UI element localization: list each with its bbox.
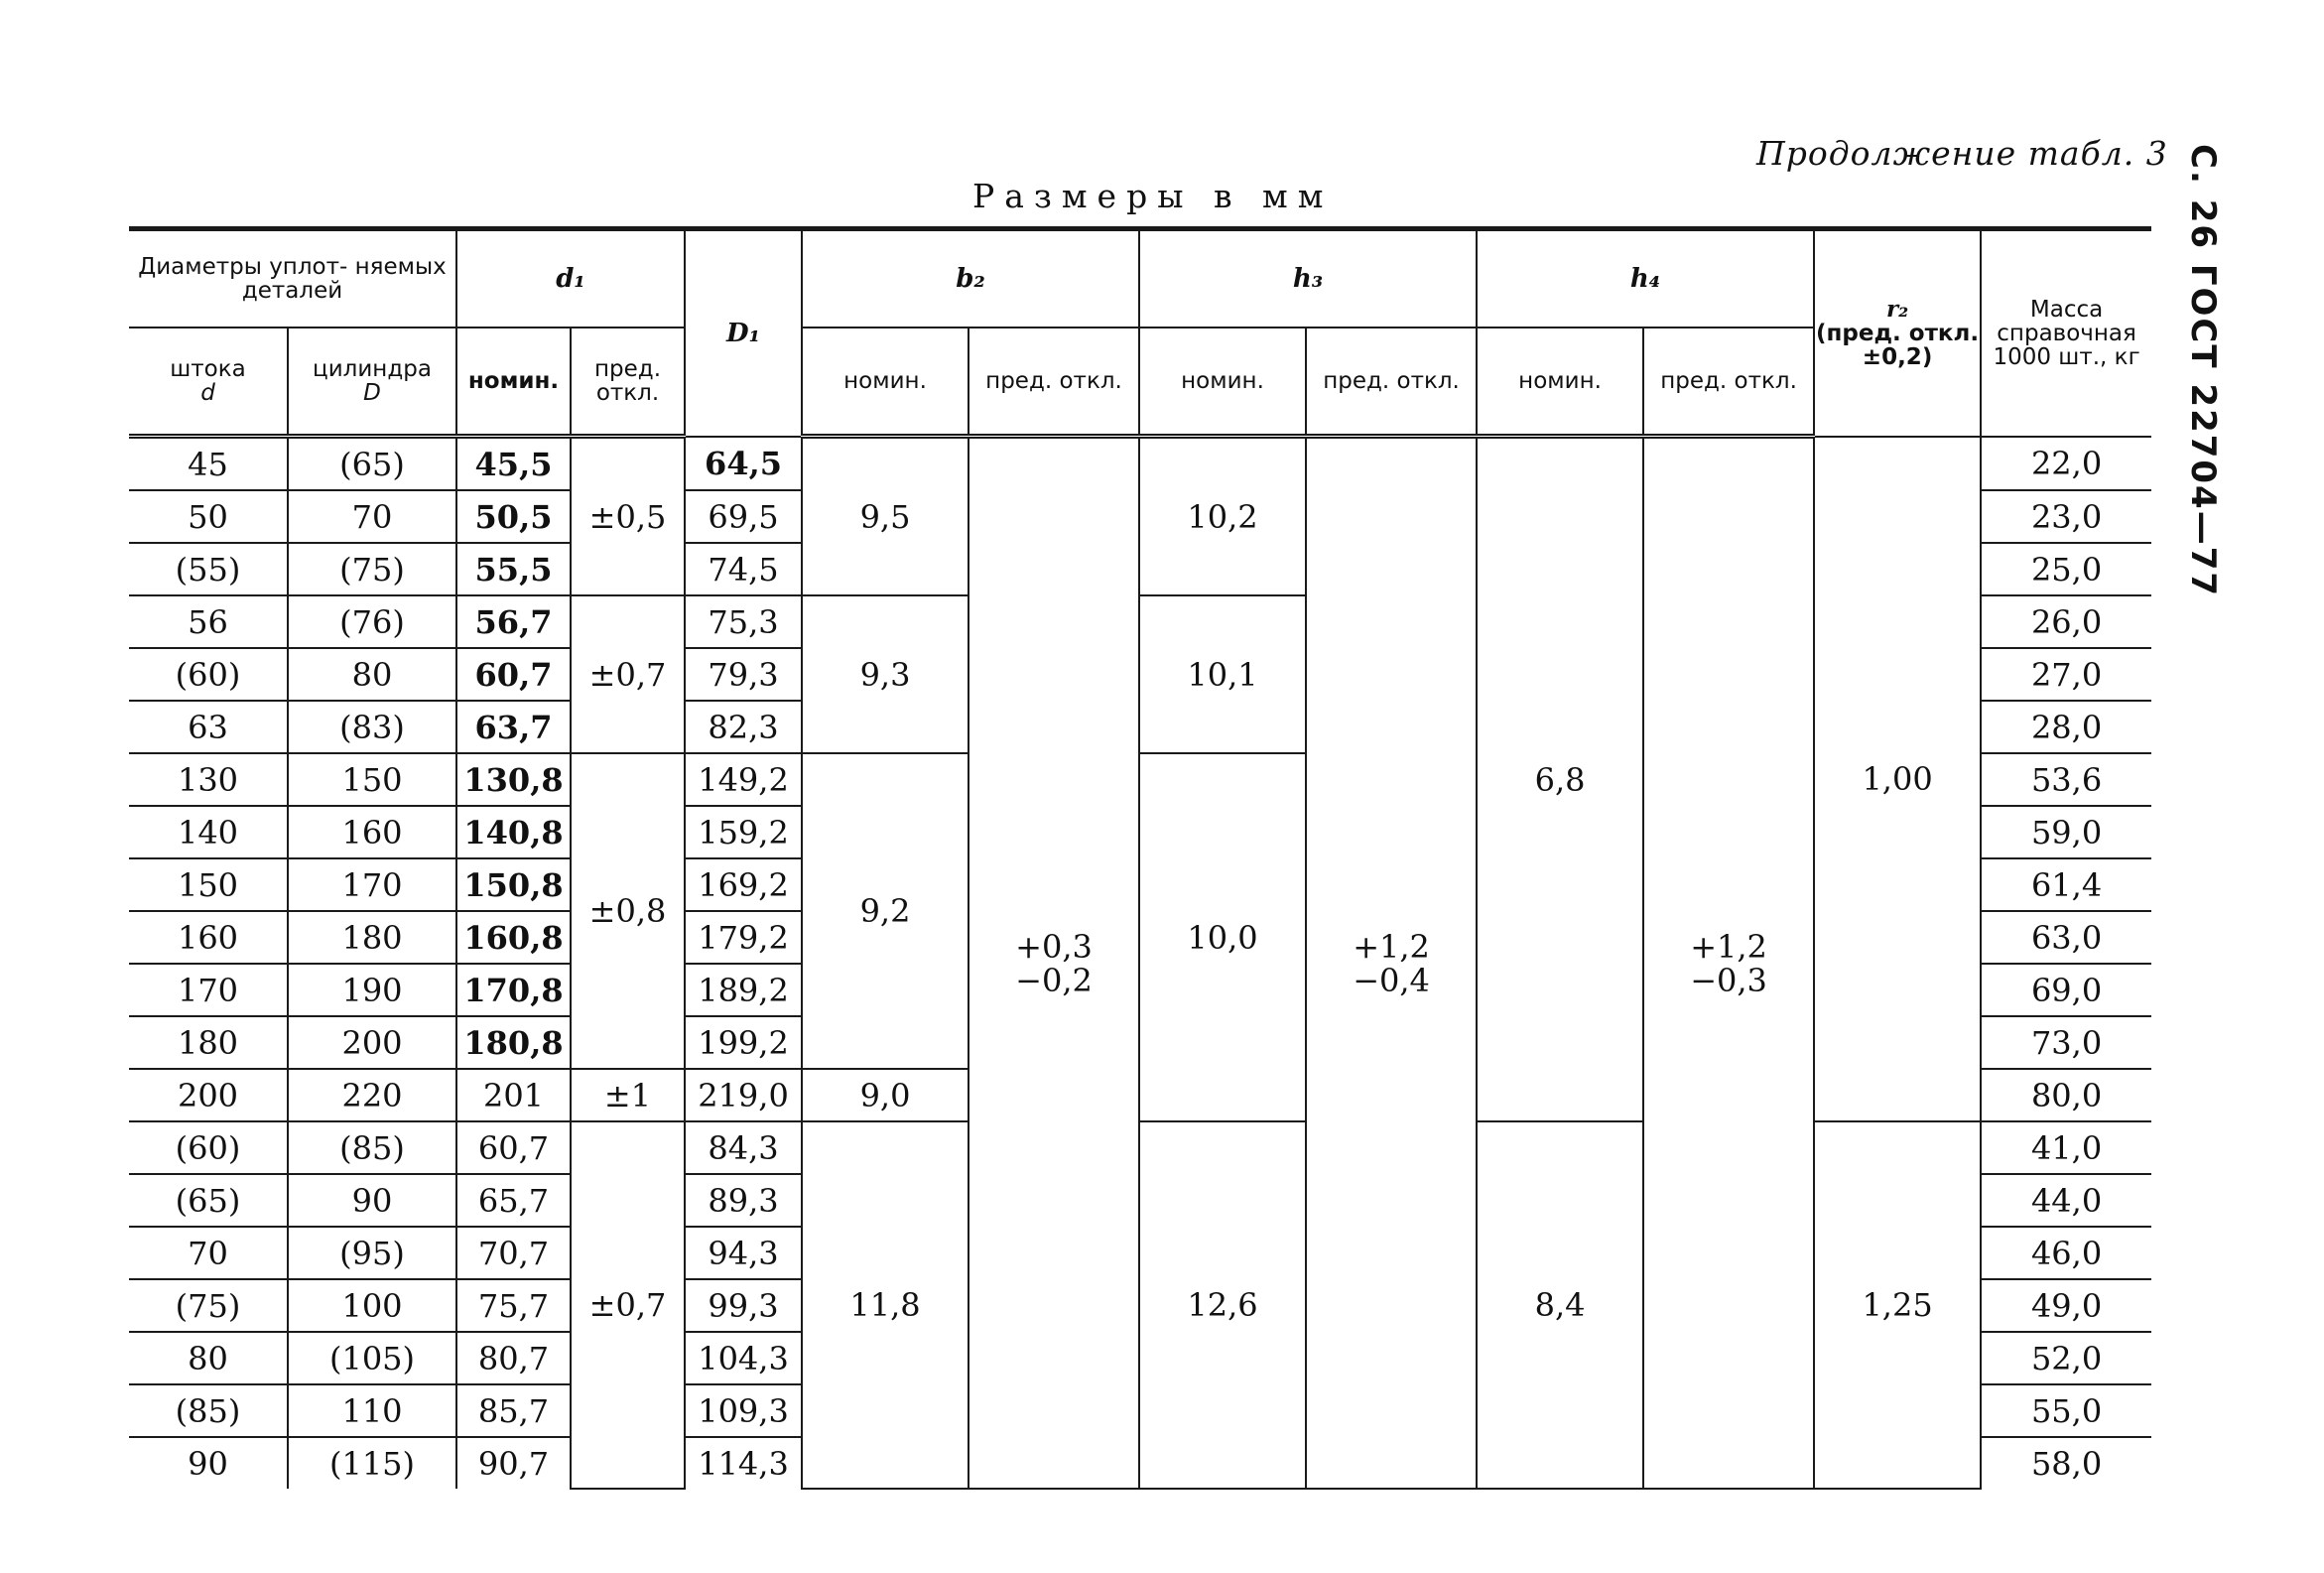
cell-shaft-d: 170 <box>129 964 288 1016</box>
cell-D1: 104,3 <box>685 1332 802 1384</box>
cell-mass: 44,0 <box>1981 1174 2151 1227</box>
cell-cylinder-D: 220 <box>288 1069 456 1121</box>
cell-D1: 99,3 <box>685 1279 802 1332</box>
cell-mass: 80,0 <box>1981 1069 2151 1121</box>
dimensions-table <box>129 226 2151 1490</box>
header-h3: h₃ <box>1139 229 1477 328</box>
header-h3-tol: пред. откл. <box>1306 328 1477 437</box>
header-b2: b₂ <box>802 229 1139 328</box>
cell-shaft-d: 150 <box>129 858 288 911</box>
table-row <box>129 1121 2151 1174</box>
header-cylinder-label: цилиндра <box>313 356 432 382</box>
cell-D1: 89,3 <box>685 1174 802 1227</box>
cell-mass: 55,0 <box>1981 1384 2151 1437</box>
cell-shaft-d: 140 <box>129 806 288 858</box>
cell-shaft-d: 180 <box>129 1016 288 1069</box>
cell-D1: 69,5 <box>685 490 802 543</box>
cell-D1: 114,3 <box>685 1437 802 1489</box>
cell-shaft-d: 200 <box>129 1069 288 1121</box>
cell-mass: 26,0 <box>1981 595 2151 648</box>
cell-b2-nom: 11,8 <box>802 1121 968 1489</box>
cell-D1: 189,2 <box>685 964 802 1016</box>
page-side-header: С. 26 ГОСТ 22704—77 <box>2183 144 2223 598</box>
cell-d1-nom: 150,8 <box>456 858 571 911</box>
cell-D1: 219,0 <box>685 1069 802 1121</box>
cell-shaft-d: 63 <box>129 701 288 753</box>
header-cylinder <box>288 328 456 437</box>
cell-D1: 94,3 <box>685 1227 802 1279</box>
cell-shaft-d: (85) <box>129 1384 288 1437</box>
cell-shaft-d: 160 <box>129 911 288 964</box>
cell-d1-tol: ±1 <box>571 1069 685 1121</box>
cell-h3-nom: 10,2 <box>1139 437 1306 596</box>
cell-cylinder-D: 100 <box>288 1279 456 1332</box>
cell-D1: 169,2 <box>685 858 802 911</box>
cell-h3-tol-lower: −0,4 <box>1353 961 1430 999</box>
cell-h4-tol-lower: −0,3 <box>1690 961 1767 999</box>
cell-shaft-d: (55) <box>129 543 288 595</box>
header-diameters-group: Диаметры уплот- няемых деталей <box>129 229 456 328</box>
cell-cylinder-D: (75) <box>288 543 456 595</box>
cell-D1: 74,5 <box>685 543 802 595</box>
cell-D1: 199,2 <box>685 1016 802 1069</box>
cell-b2-nom: 9,0 <box>802 1069 968 1121</box>
cell-mass: 63,0 <box>1981 911 2151 964</box>
cell-D1: 79,3 <box>685 648 802 701</box>
cell-r2: 1,25 <box>1814 1121 1981 1489</box>
cell-shaft-d: 50 <box>129 490 288 543</box>
cell-h3-tol <box>1306 437 1477 1490</box>
cell-cylinder-D: (65) <box>288 437 456 491</box>
cell-D1: 149,2 <box>685 753 802 806</box>
cell-d1-tol: ±0,5 <box>571 437 685 596</box>
cell-d1-nom: 140,8 <box>456 806 571 858</box>
cell-cylinder-D: (95) <box>288 1227 456 1279</box>
cell-cylinder-D: 160 <box>288 806 456 858</box>
cell-mass: 52,0 <box>1981 1332 2151 1384</box>
header-mass: Масса справочная 1000 шт., кг <box>1981 229 2151 437</box>
cell-h4-nom: 6,8 <box>1477 437 1643 1122</box>
cell-D1: 84,3 <box>685 1121 802 1174</box>
cell-d1-nom: 90,7 <box>456 1437 571 1489</box>
header-h3-nom: номин. <box>1139 328 1306 437</box>
cell-d1-nom: 160,8 <box>456 911 571 964</box>
header-b2-tol: пред. откл. <box>968 328 1139 437</box>
header-shaft-symbol: d <box>200 380 215 406</box>
header-h4-tol: пред. откл. <box>1643 328 1814 437</box>
cell-h3-nom: 10,0 <box>1139 753 1306 1121</box>
cell-shaft-d: (75) <box>129 1279 288 1332</box>
header-row-top <box>129 229 2151 328</box>
header-d1-tol: пред. откл. <box>571 328 685 437</box>
cell-mass: 49,0 <box>1981 1279 2151 1332</box>
header-r2-symbol: r₂ <box>1885 295 1909 323</box>
cell-D1: 64,5 <box>685 437 802 491</box>
header-h4-nom: номин. <box>1477 328 1643 437</box>
cell-shaft-d: 130 <box>129 753 288 806</box>
cell-d1-nom: 75,7 <box>456 1279 571 1332</box>
cell-d1-nom: 80,7 <box>456 1332 571 1384</box>
cell-cylinder-D: 70 <box>288 490 456 543</box>
cell-cylinder-D: 80 <box>288 648 456 701</box>
header-h4: h₄ <box>1477 229 1814 328</box>
cell-mass: 53,6 <box>1981 753 2151 806</box>
header-D1: D₁ <box>685 229 802 437</box>
header-shaft-label: штока <box>170 356 246 382</box>
cell-d1-nom: 50,5 <box>456 490 571 543</box>
cell-b2-nom: 9,5 <box>802 437 968 596</box>
cell-d1-tol: ±0,8 <box>571 753 685 1069</box>
cell-b2-tol-lower: −0,2 <box>1015 961 1093 999</box>
cell-shaft-d: 80 <box>129 1332 288 1384</box>
cell-d1-nom: 70,7 <box>456 1227 571 1279</box>
cell-mass: 59,0 <box>1981 806 2151 858</box>
cell-cylinder-D: 90 <box>288 1174 456 1227</box>
cell-h4-nom: 8,4 <box>1477 1121 1643 1489</box>
cell-d1-nom: 201 <box>456 1069 571 1121</box>
cell-cylinder-D: 170 <box>288 858 456 911</box>
cell-h3-tol-upper: +1,2 <box>1353 927 1430 966</box>
cell-b2-tol <box>968 437 1139 1490</box>
header-r2-note: (пред. откл. ±0,2) <box>1816 320 1980 370</box>
cell-mass: 41,0 <box>1981 1121 2151 1174</box>
cell-cylinder-D: 180 <box>288 911 456 964</box>
cell-cylinder-D: (105) <box>288 1332 456 1384</box>
cell-h3-nom: 10,1 <box>1139 595 1306 753</box>
cell-d1-nom: 56,7 <box>456 595 571 648</box>
table-body <box>129 437 2151 1490</box>
cell-d1-nom: 45,5 <box>456 437 571 491</box>
cell-h3-nom: 12,6 <box>1139 1121 1306 1489</box>
cell-shaft-d: 56 <box>129 595 288 648</box>
cell-d1-nom: 180,8 <box>456 1016 571 1069</box>
cell-shaft-d: 45 <box>129 437 288 491</box>
cell-shaft-d: 70 <box>129 1227 288 1279</box>
cell-mass: 69,0 <box>1981 964 2151 1016</box>
cell-cylinder-D: (115) <box>288 1437 456 1489</box>
header-cylinder-symbol: D <box>363 380 381 406</box>
cell-cylinder-D: (76) <box>288 595 456 648</box>
cell-D1: 159,2 <box>685 806 802 858</box>
cell-cylinder-D: 110 <box>288 1384 456 1437</box>
header-r2 <box>1814 229 1981 437</box>
cell-b2-tol-upper: +0,3 <box>1015 927 1093 966</box>
cell-b2-nom: 9,3 <box>802 595 968 753</box>
cell-d1-nom: 63,7 <box>456 701 571 753</box>
cell-d1-nom: 60,7 <box>456 648 571 701</box>
cell-d1-nom: 85,7 <box>456 1384 571 1437</box>
cell-d1-nom: 130,8 <box>456 753 571 806</box>
cell-mass: 73,0 <box>1981 1016 2151 1069</box>
units-caption: Размеры в мм <box>972 177 1334 215</box>
cell-shaft-d: (60) <box>129 1121 288 1174</box>
cell-r2: 1,00 <box>1814 437 1981 1122</box>
cell-shaft-d: 90 <box>129 1437 288 1489</box>
cell-d1-nom: 55,5 <box>456 543 571 595</box>
cell-D1: 179,2 <box>685 911 802 964</box>
cell-shaft-d: (60) <box>129 648 288 701</box>
cell-cylinder-D: (83) <box>288 701 456 753</box>
cell-d1-tol: ±0,7 <box>571 1121 685 1489</box>
cell-cylinder-D: 200 <box>288 1016 456 1069</box>
header-d1-nom: номин. <box>456 328 571 437</box>
cell-mass: 22,0 <box>1981 437 2151 491</box>
cell-cylinder-D: (85) <box>288 1121 456 1174</box>
cell-d1-nom: 65,7 <box>456 1174 571 1227</box>
cell-mass: 27,0 <box>1981 648 2151 701</box>
cell-h4-tol <box>1643 437 1814 1490</box>
cell-mass: 25,0 <box>1981 543 2151 595</box>
table-row <box>129 437 2151 491</box>
cell-h4-tol-upper: +1,2 <box>1690 927 1767 966</box>
cell-D1: 82,3 <box>685 701 802 753</box>
cell-mass: 58,0 <box>1981 1437 2151 1489</box>
header-d1: d₁ <box>456 229 685 328</box>
cell-mass: 28,0 <box>1981 701 2151 753</box>
cell-cylinder-D: 190 <box>288 964 456 1016</box>
table-continuation-caption: Продолжение табл. 3 <box>1756 134 2168 173</box>
cell-d1-nom: 60,7 <box>456 1121 571 1174</box>
cell-shaft-d: (65) <box>129 1174 288 1227</box>
cell-mass: 46,0 <box>1981 1227 2151 1279</box>
cell-cylinder-D: 150 <box>288 753 456 806</box>
cell-d1-tol: ±0,7 <box>571 595 685 753</box>
cell-mass: 23,0 <box>1981 490 2151 543</box>
cell-D1: 109,3 <box>685 1384 802 1437</box>
cell-d1-nom: 170,8 <box>456 964 571 1016</box>
header-shaft <box>129 328 288 437</box>
header-b2-nom: номин. <box>802 328 968 437</box>
cell-mass: 61,4 <box>1981 858 2151 911</box>
cell-D1: 75,3 <box>685 595 802 648</box>
cell-b2-nom: 9,2 <box>802 753 968 1069</box>
